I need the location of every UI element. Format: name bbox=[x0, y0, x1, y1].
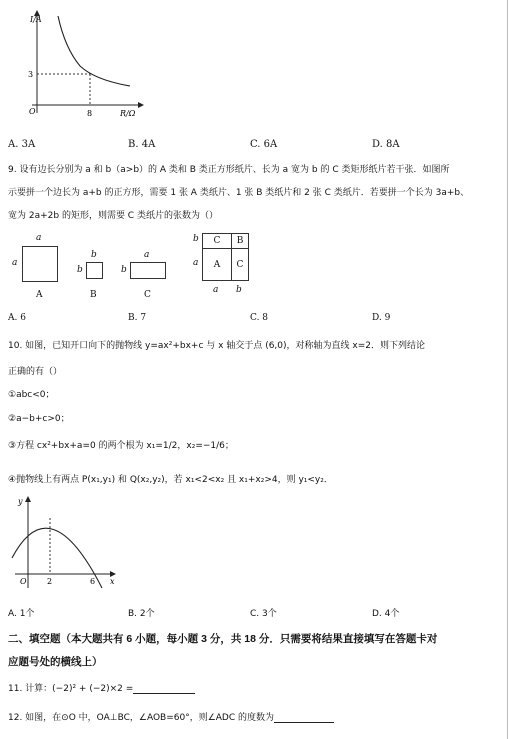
origin: O bbox=[29, 107, 36, 116]
rect-c bbox=[130, 262, 166, 279]
label-C: C bbox=[144, 290, 151, 300]
q9-option-d: D. 9 bbox=[372, 313, 391, 323]
y-axis-arrow bbox=[25, 496, 31, 502]
square-b-left-label: b bbox=[77, 265, 83, 275]
grid-bottom-a: a bbox=[213, 285, 219, 295]
x-tick: 8 bbox=[87, 109, 93, 118]
x-label: x bbox=[110, 577, 115, 586]
section-2-header-line-2: 应题号处的横线上） bbox=[8, 656, 103, 668]
q10-option-c: C. 3个 bbox=[250, 609, 277, 619]
x-label: R/Ω bbox=[120, 109, 136, 118]
q8-option-c: C. 6A bbox=[250, 139, 278, 150]
q10-statement-1: ①abc<0； bbox=[8, 390, 55, 400]
q11 bbox=[8, 681, 195, 694]
q12 bbox=[8, 710, 334, 723]
y-label: I/A bbox=[30, 15, 42, 24]
q9-option-c: C. 8 bbox=[250, 313, 269, 323]
inverse-curve bbox=[58, 16, 130, 86]
label-A: A bbox=[36, 290, 43, 300]
tick-6: 6 bbox=[90, 577, 96, 586]
parabola-graph bbox=[10, 492, 130, 592]
q8-option-b: B. 4A bbox=[128, 139, 156, 150]
page-edge bbox=[507, 0, 508, 739]
q12-blank[interactable] bbox=[274, 712, 334, 723]
y-label: y bbox=[18, 497, 23, 506]
grid-cell-a: A bbox=[202, 248, 232, 281]
q9-line-3: 宽为 2a+2b 的矩形，则需要 C 类纸片的张数为（） bbox=[8, 211, 218, 221]
origin: O bbox=[20, 577, 27, 586]
square-a-top-label: a bbox=[36, 233, 42, 243]
grid-cell-c1: C bbox=[202, 233, 232, 249]
tick-2: 2 bbox=[47, 577, 53, 586]
q8-option-d: D. 8A bbox=[372, 139, 400, 150]
square-a bbox=[22, 246, 58, 282]
x-axis-arrow bbox=[138, 102, 144, 108]
q10-line-1: 10. 如图，已知开口向下的抛物线 y=ax²+bx+c 与 x 轴交于点 (6,0)，对称轴为直线 x=2．则下列结论 bbox=[8, 341, 425, 351]
rect-c-left-label: b bbox=[121, 265, 127, 275]
grid-left-a: a bbox=[193, 258, 199, 268]
grid-left-b: b bbox=[193, 234, 199, 244]
q10-statement-3: ③方程 cx²+bx+a=0 的两个根为 x₁=1/2，x₂=−1/6； bbox=[8, 441, 234, 451]
grid-bottom-b: b bbox=[236, 285, 242, 295]
y-tick: 3 bbox=[28, 70, 34, 79]
q12-text: 12. 如图，在⊙O 中，OA⊥BC，∠AOB=60°，则∠ADC 的度数为 bbox=[8, 713, 275, 723]
q9-line-1: 9. 设有边长分别为 a 和 b（a>b）的 A 类和 B 类正方形纸片、长为 a 宽为 b 的 C 类矩形纸片若干张．如图所 bbox=[8, 165, 450, 175]
q10-line-2: 正确的有（） bbox=[8, 367, 63, 377]
rect-c-top-label: a bbox=[144, 250, 150, 260]
q10-option-b: B. 2个 bbox=[128, 609, 155, 619]
inverse-graph bbox=[20, 8, 150, 123]
label-B: B bbox=[90, 290, 97, 300]
square-a-left-label: a bbox=[12, 258, 18, 268]
q8-option-a: A. 3A bbox=[8, 139, 36, 150]
q10-statement-4: ④抛物线上有两点 P(x₁,y₁) 和 Q(x₂,y₂)，若 x₁<2<x₂ 且 x₁+x₂>4，则 y₁<y₂． bbox=[8, 475, 333, 485]
q10-statement-2: ②a−b+c>0； bbox=[8, 414, 70, 424]
q11-blank[interactable] bbox=[133, 683, 195, 694]
q10-option-d: D. 4个 bbox=[372, 609, 400, 619]
q9-line-2: 示要拼一个边长为 a+b 的正方形，需要 1 张 A 类纸片、1 张 B 类纸片和 2 张 C 类纸片．若要拼一个长为 3a+b、 bbox=[8, 188, 470, 198]
grid-cell-c2: C bbox=[231, 248, 249, 281]
section-2-header-line-1: 二、填空题（本大题共有 6 小题，每小题 3 分，共 18 分．只需要将结果直接填写在答题卡对 bbox=[8, 633, 438, 645]
grid-cell-b: B bbox=[231, 233, 249, 249]
q10-option-a: A. 1个 bbox=[8, 609, 35, 619]
q11-text: 11. 计算：(−2)² + (−2)×2 = bbox=[8, 684, 134, 694]
q9-option-b: B. 7 bbox=[128, 313, 147, 323]
square-b-top-label: b bbox=[91, 250, 97, 260]
q9-option-a: A. 6 bbox=[8, 313, 26, 323]
square-b bbox=[86, 262, 103, 279]
